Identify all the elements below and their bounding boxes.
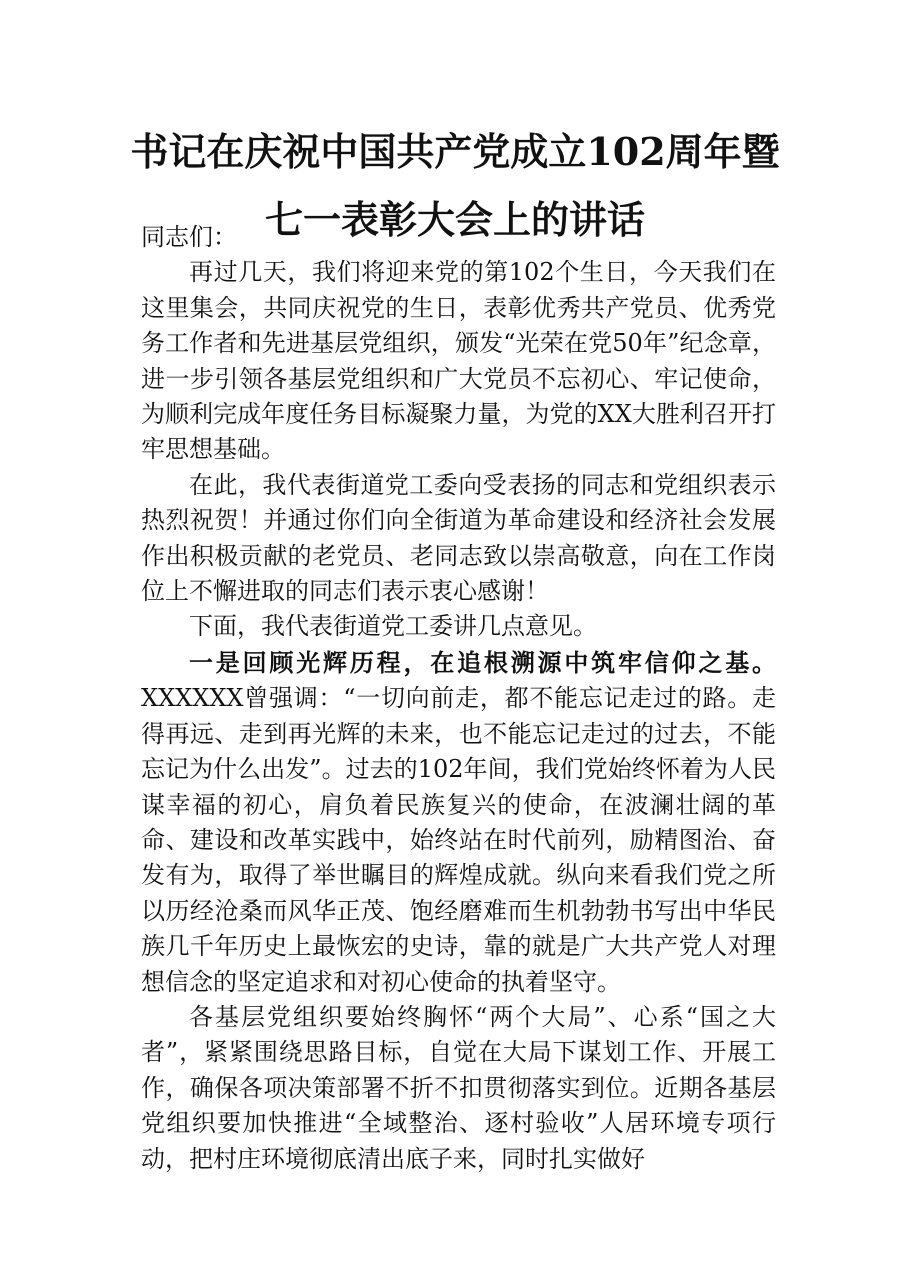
salutation: 同志们： [141,223,237,251]
paragraph [141,645,776,1000]
paragraph-text: 在此，我代表街道党工委向受表扬的同志和党组织表示热烈祝贺！并通过你们向全街道为革命建设和经济社会发展作出积极贡献的老党员、老同志致以崇高敬意，向在工作岗位上不懈进取的同志们表示衷心感谢！ [141,470,776,606]
paragraph-text: 再过几天，我们将迎来党的第102个生日，今天我们在这里集会，共同庆祝党的生日，表彰优秀共产党员、优秀党务工作者和先进基层党组织，颁发“光荣在党50年”纪念章，进一步引领各基层党组织和广大党员不忘初心、牢记使命，为顺利完成年度任务目标凝聚力量，为党的XX大胜利召开打牢思想基础。 [141,258,776,464]
section-heading: 一是回顾光辉历程，在追根溯源中筑牢信仰之基。 [189,647,776,677]
document-body [141,220,776,1177]
paragraph [141,1000,776,1177]
paragraph [141,609,776,644]
document-title: 书记在庆祝中国共产党成立102周年暨七一表彰大会上的讲话 [130,129,780,242]
paragraph [141,255,776,467]
paragraph-text: 各基层党组织要始终胸怀“两个大局”、心系“国之大者”，紧紧围绕思路目标，自觉在大局下谋划工作、开展工作，确保各项决策部署不折不扣贯彻落实到位。近期各基层党组织要加快推进“全域整治、逐村验收”人居环境专项行动，把村庄环境彻底清出底子来，同时扎实做好 [141,1002,776,1173]
paragraph-text: 下面，我代表街道党工委讲几点意见。 [189,612,597,641]
paragraph-text: XXXXXX曾强调：“一切向前走，都不能忘记走过的路。走得再远、走到再光辉的未来，也不能忘记走过的过去，不能忘记为什么出发”。过去的102年间，我们党始终怀着为人民谋幸福的初心，肩负着民族复兴的使命，在波澜壮阔的革命、建设和改革实践中，始终站在时代前列，励精图治、奋发有为，取得了举世瞩目的辉煌成就。纵向来看我们党之所以历经沧桑而风华正茂、饱经磨难而生机勃勃书写出中华民族几千年历史上最恢宏的史诗，靠的就是广大共产党人对理想信念的坚定追求和对初心使命的执着坚守。 [141,684,776,996]
paragraph [141,468,776,610]
